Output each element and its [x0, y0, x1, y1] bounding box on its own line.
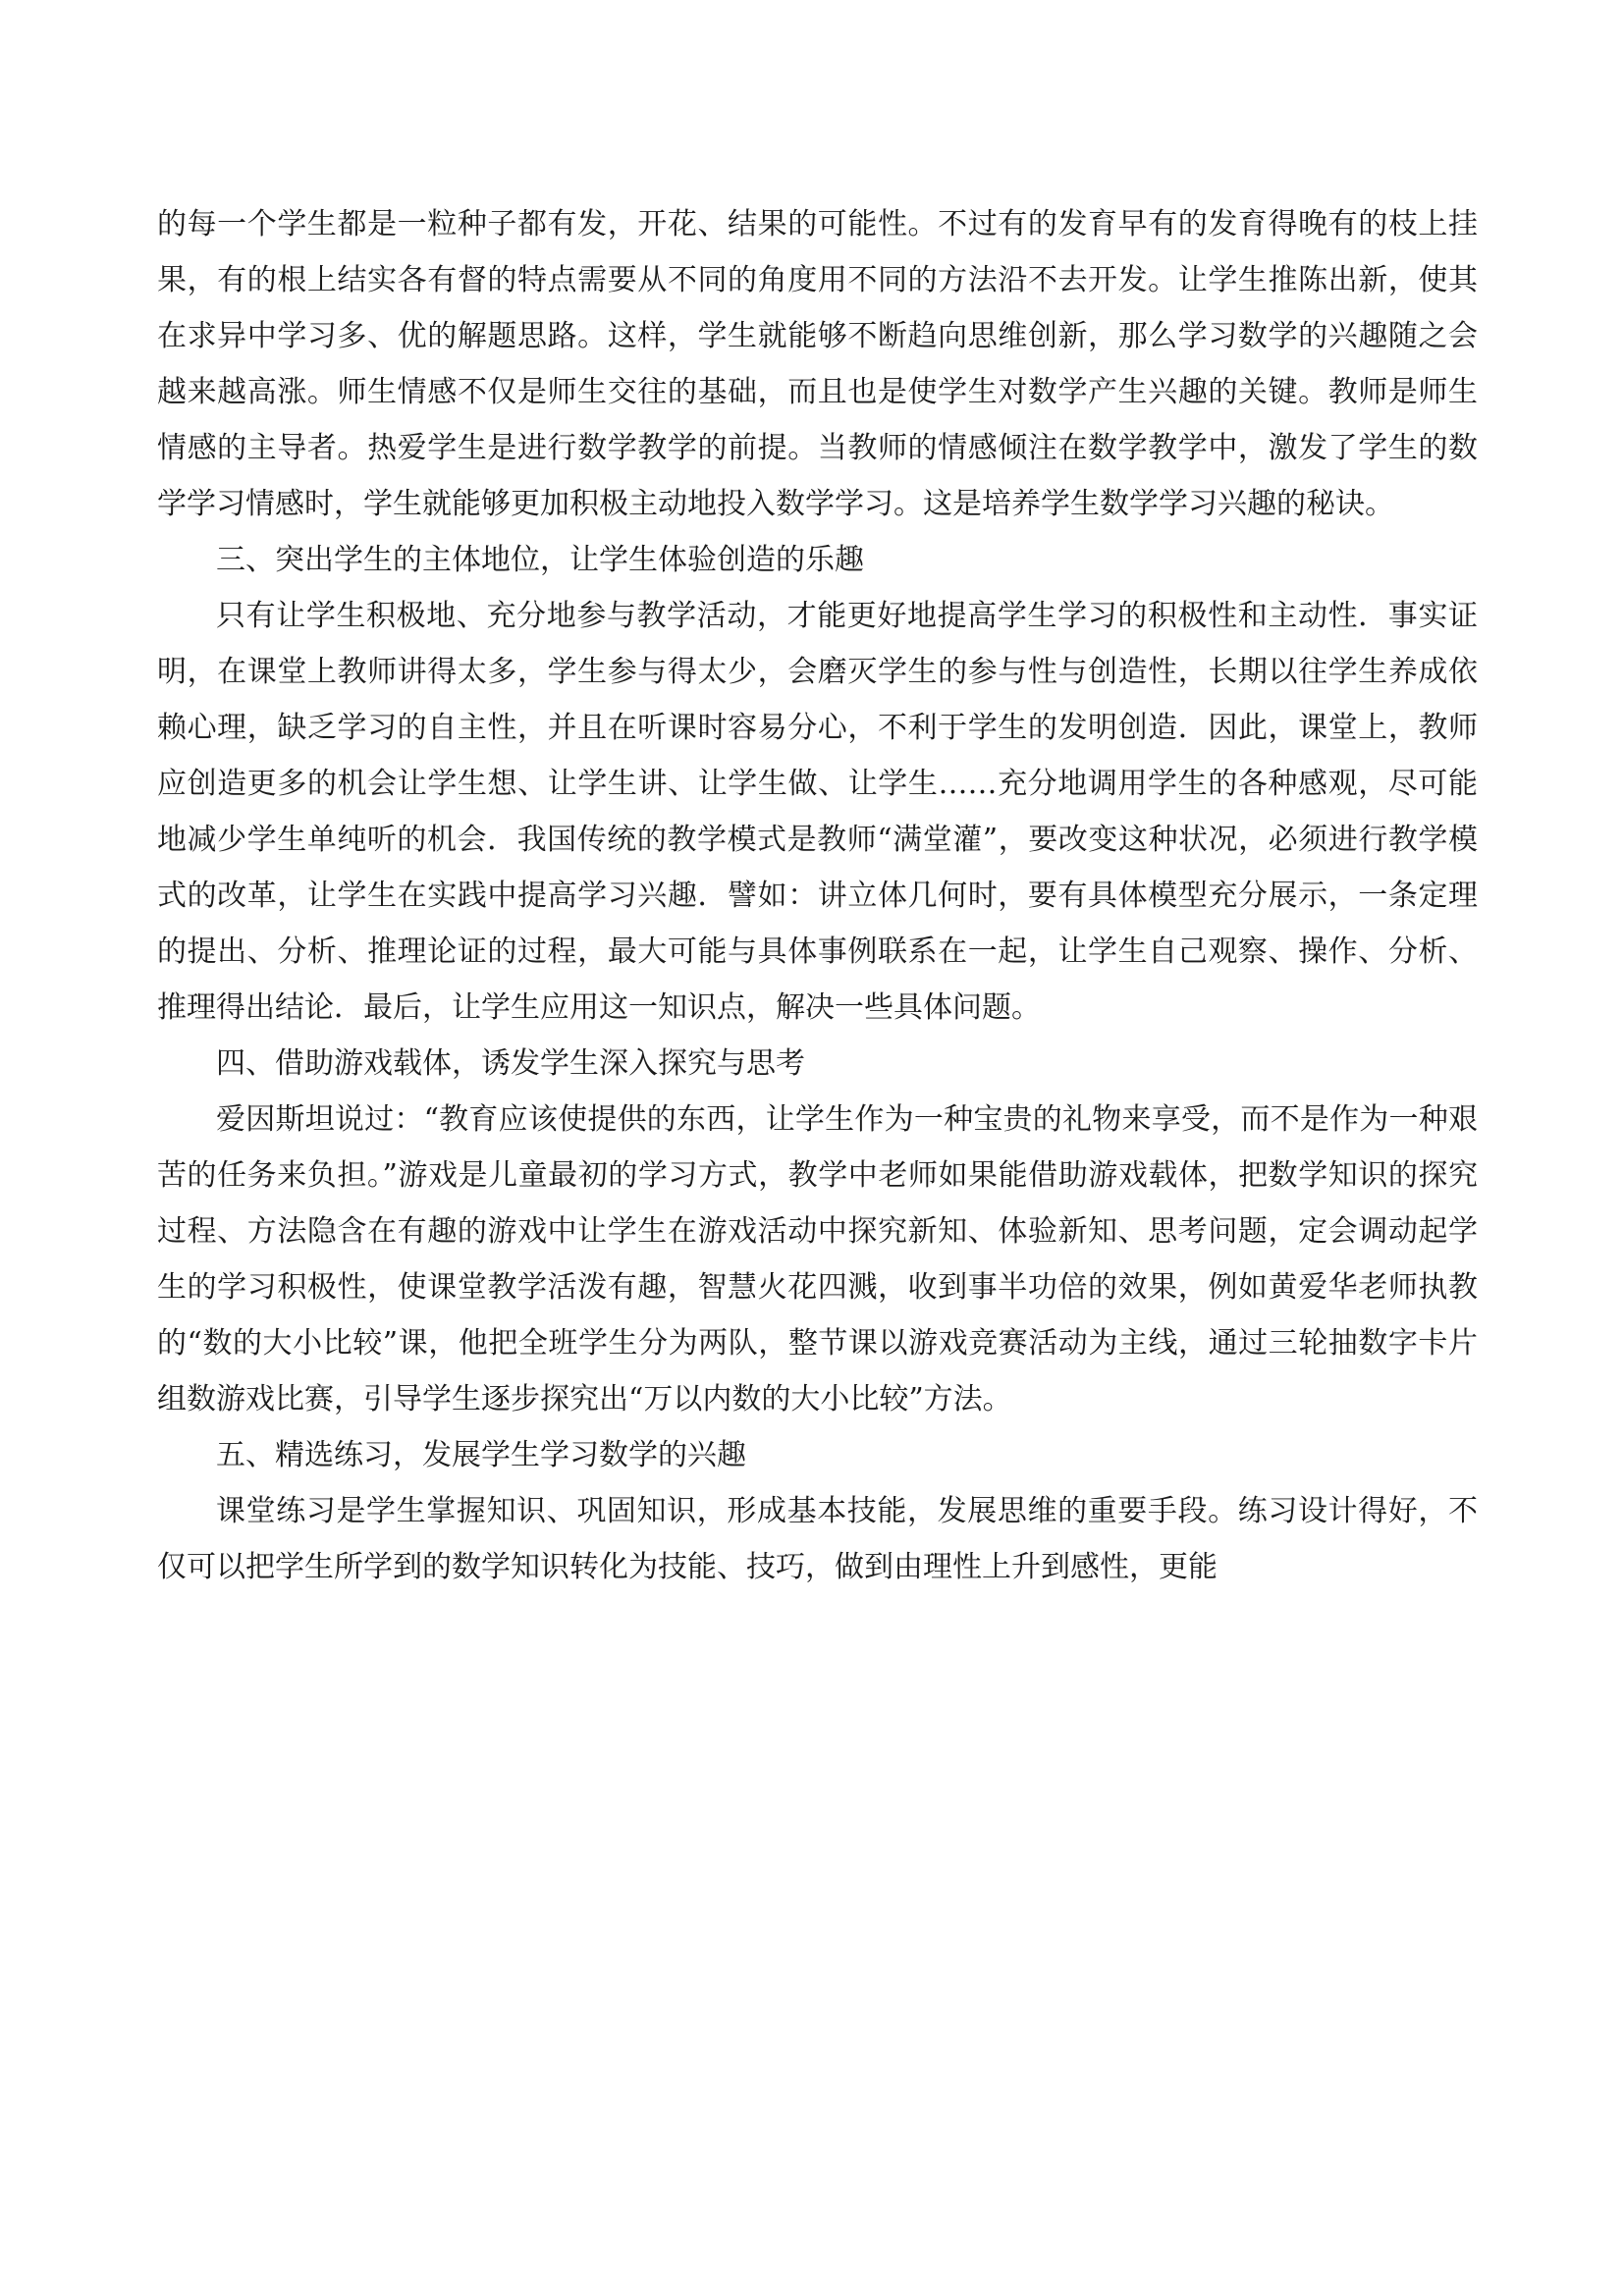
section-heading-4: 四、借助游戏载体，诱发学生深入探究与思考 [216, 1046, 805, 1081]
paragraph-section-3: 只有让学生积极地、充分地参与教学活动，才能更好地提高学生学习的积极性和主动性．事实证明，在课堂上教师讲得太多，学生参与得太少，会磨灭学生的参与性与创造性，长期以往学生养成依赖心理，缺乏学习的自主性，并且在听课时容易分心，不利于学生的发明创造．因此，课堂上，教师应创造更多的机会让学生想、让学生讲、让学生做、让学生……充分地调用学生的各种感观，尽可能地减少学生单纯听的机会．我国传统的教学模式是教师“满堂灌”，要改变这种状况，必须进行教学模式的改革，让学生在实践中提高学习兴趣．譬如：讲立体几何时，要有具体模型充分展示，一条定理的提出、分析、推理论证的过程，最大可能与具体事例联系在一起，让学生自己观察、操作、分析、推理得出结论．最后，让学生应用这一知识点，解决一些具体问题。 [157, 599, 1478, 1025]
paragraph-section-5: 课堂练习是学生掌握知识、巩固知识，形成基本技能，发展思维的重要手段。练习设计得好，不仅可以把学生所学到的数学知识转化为技能、技巧，做到由理性上升到感性，更能 [157, 1494, 1478, 1584]
document-page [157, 196, 1478, 1595]
paragraph-continued: 的每一个学生都是一粒种子都有发，开花、结果的可能性。不过有的发育早有的发育得晚有的枝上挂果，有的根上结实各有督的特点需要从不同的角度用不同的方法沿不去开发。让学生推陈出新，使其在求异中学习多、优的解题思路。这样，学生就能够不断趋向思维创新，那么学习数学的兴趣随之会越来越高涨。师生情感不仅是师生交往的基础，而且也是使学生对数学产生兴趣的关键。教师是师生情感的主导者。热爱学生是进行数学教学的前提。当教师的情感倾注在数学教学中，激发了学生的数学学习情感时，学生就能够更加积极主动地投入数学学习。这是培养学生数学学习兴趣的秘诀。 [157, 207, 1478, 521]
section-heading-3: 三、突出学生的主体地位，让学生体验创造的乐趣 [216, 543, 864, 577]
paragraph-section-4: 爱因斯坦说过：“教育应该使提供的东西，让学生作为一种宝贵的礼物来享受，而不是作为一种艰苦的任务来负担。”游戏是儿童最初的学习方式，教学中老师如果能借助游戏载体，把数学知识的探究过程、方法隐含在有趣的游戏中让学生在游戏活动中探究新知、体验新知、思考问题，定会调动起学生的学习积极性，使课堂教学活泼有趣，智慧火花四溅，收到事半功倍的效果，例如黄爱华老师执教的“数的大小比较”课，他把全班学生分为两队，整节课以游戏竞赛活动为主线，通过三轮抽数字卡片组数游戏比赛，引导学生逐步探究出“万以内数的大小比较”方法。 [157, 1102, 1478, 1416]
section-heading-5: 五、精选练习，发展学生学习数学的兴趣 [216, 1438, 746, 1472]
